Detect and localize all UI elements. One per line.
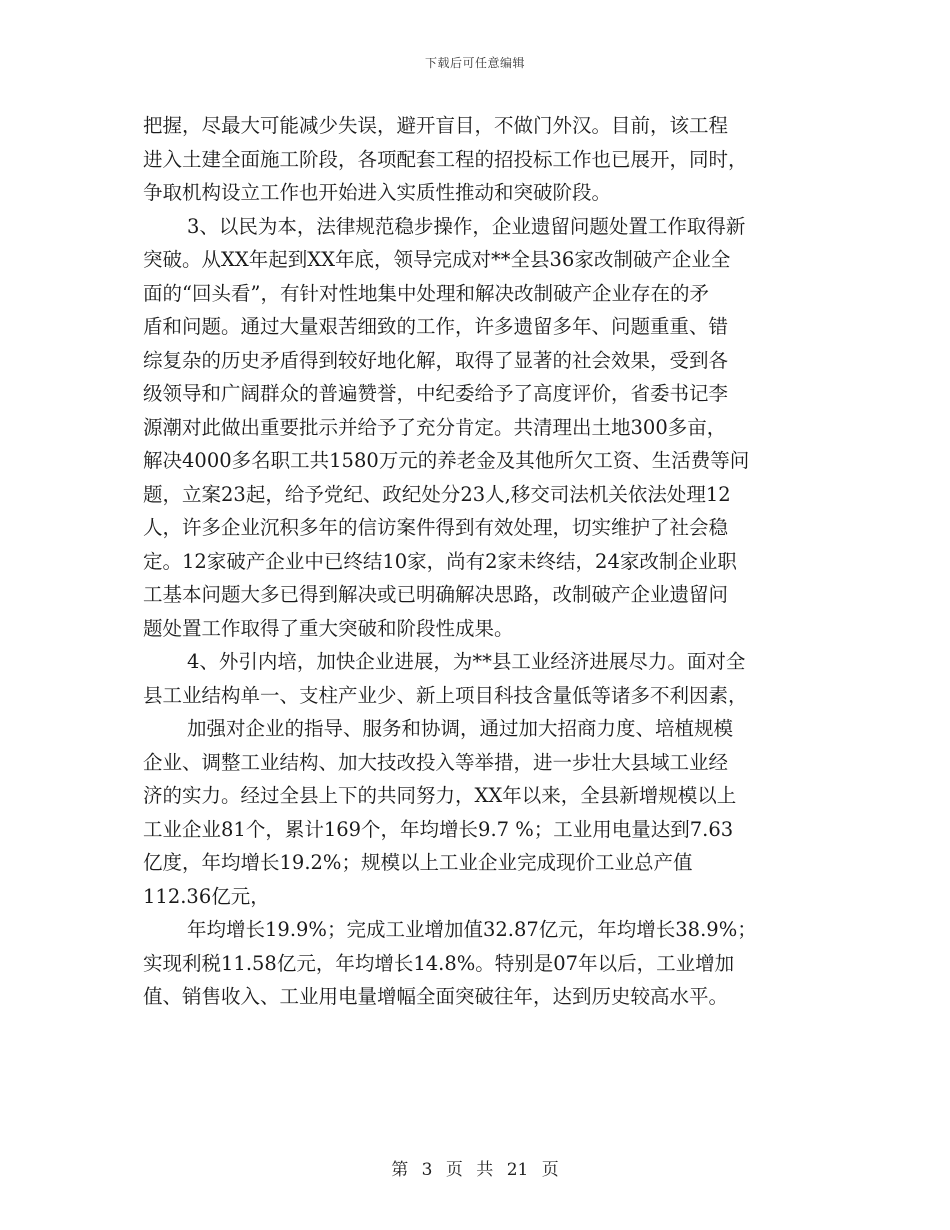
text-line: 3、以民为本，法律规范稳步操作，企业遗留问题处置工作取得新 (187, 214, 746, 238)
text-line: 4、外引内培，加快企业进展，为**县工业经济进展尽力。面对全 (187, 650, 746, 673)
text-line: 112.36亿元， (143, 884, 270, 908)
paragraph (143, 109, 811, 210)
paragraph (143, 210, 811, 646)
text-line: 突破。从XX年起到XX年底，领导完成对**全县36家改制破产企业全 (143, 248, 731, 271)
text-line: 工业企业81个，累计169个，年均增长9.7 %；工业用电量达到7.63 (143, 817, 734, 841)
text-line: 值、销售收入、工业用电量增幅全面突破往年，达到历史较高水平。 (143, 985, 729, 1008)
text-line: 亿度，年均增长19.2%；规模以上工业企业完成现价工业总产值 (143, 851, 693, 874)
text-line: 题，立案23起，给予党纪、政纪处分23人,移交司法机关依法处理12 (143, 482, 731, 506)
paragraph (143, 712, 811, 913)
text-line: 盾和问题。通过大量艰苦细致的工作，许多遗留多年、问题重重、错 (143, 315, 729, 338)
text-line: 人，许多企业沉积多年的信访案件得到有效处理，切实维护了社会稳 (143, 516, 729, 539)
text-line: 面的“回头看”，有针对性地集中处理和解决改制破产企业存在的矛 (143, 281, 709, 305)
document-body (143, 109, 811, 1014)
page-footer: 第 3 页 共 21 页 (391, 1160, 559, 1180)
text-line: 源潮对此做出重要批示并给予了充分肯定。共清理出土地300多亩， (143, 415, 727, 439)
text-line: 把握，尽最大可能减少失误，避开盲目，不做门外汉。目前，该工程 (143, 114, 729, 137)
text-line: 县工业结构单一、支柱产业少、新上项目科技含量低等诸多不利因素， (143, 683, 748, 707)
page-header: 下载后可任意编辑 (424, 56, 525, 70)
paragraph (143, 913, 811, 1014)
text-line: 济的实力。经过全县上下的共同努力，XX年以来，全县新增规模以上 (143, 784, 737, 807)
text-line: 年均增长19.9%；完成工业增加值32.87亿元，年均增长38.9%； (187, 918, 757, 941)
paragraph (143, 645, 811, 712)
text-line: 加强对企业的指导、服务和协调，通过加大招商力度、培植规模 (187, 717, 734, 740)
text-line: 实现利税11.58亿元，年均增长14.8%。特别是07年以后，工业增加 (143, 951, 735, 975)
text-line: 综复杂的历史矛盾得到较好地化解，取得了显著的社会效果，受到各 (143, 348, 729, 372)
text-line: 定。12家破产企业中已终结10家，尚有2家未终结，24家改制企业职 (143, 549, 737, 573)
text-line: 进入土建全面施工阶段，各项配套工程的招投标工作也已展开，同时， (143, 147, 748, 171)
text-line: 工基本问题大多已得到解决或已明确解决思路，改制破产企业遗留问 (143, 583, 729, 606)
text-line: 解决4000多名职工共1580万元的养老金及其他所欠工资、生活费等问 (143, 449, 750, 472)
text-line: 争取机构设立工作也开始进入实质性推动和突破阶段。 (143, 181, 612, 204)
text-line: 题处置工作取得了重大突破和阶段性成果。 (143, 616, 514, 640)
text-line: 级领导和广阔群众的普遍赞誉，中纪委给予了高度评价，省委书记李 (143, 382, 729, 405)
text-line: 企业、调整工业结构、加大技改投入等举措，进一步壮大县域工业经 (143, 750, 729, 774)
